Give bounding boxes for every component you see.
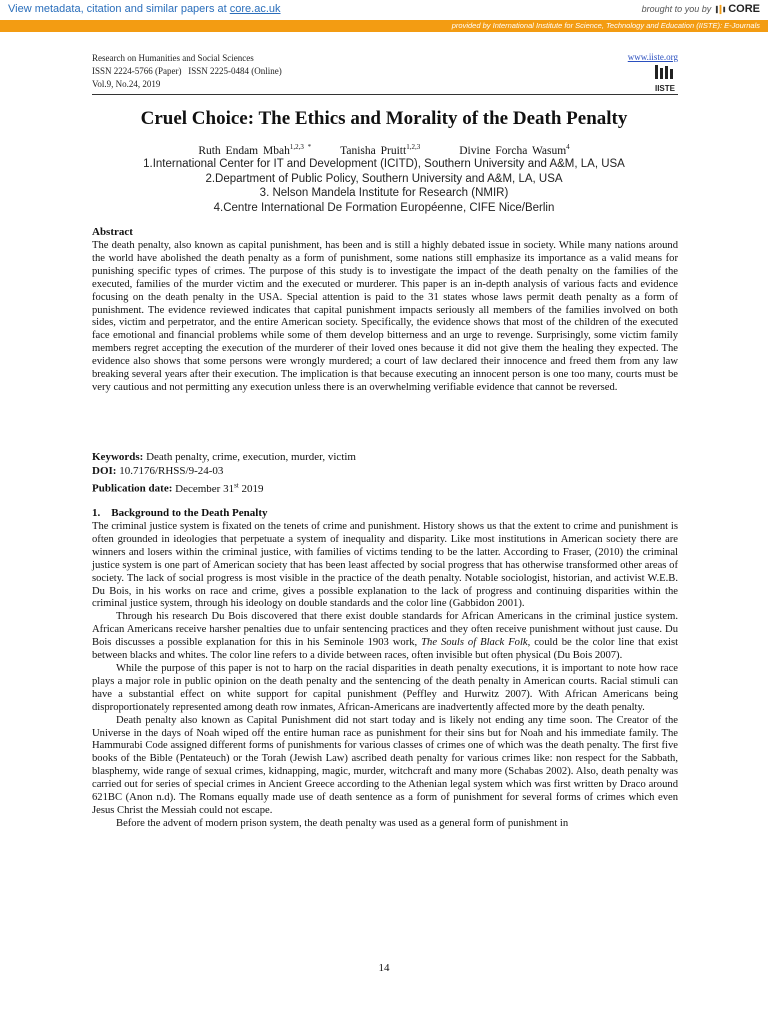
- affiliation-2: 2.Department of Public Policy, Southern University and A&M, LA, USA: [205, 172, 563, 185]
- author-list: [0, 143, 768, 157]
- doi-label: DOI:: [92, 465, 117, 477]
- core-brought-by: [642, 3, 760, 15]
- paragraph-3: While the purpose of this paper is not to harp on the racial disparities in death penalty executions, it is important to note how race plays a major role in public opinion on the death penalty and the sentencing of the death penalty in American courts. Racial stimuli can have a substantial effect on white support for capital punishment (Peffley and Hurwitz 2007). With African Americans being disproportionately represented among death row inmates, African-Americans are inadvertently affected more by the death penalty.: [92, 662, 678, 713]
- abstract-text: The death penalty, also known as capital punishment, has been and is still a highly debated issue in society. While many nations around the world have abolished the death penalty as a form of punishment, some nations still emphasize its importance as a valid means for punishing specific types of crimes. The purpose of this study is to investigate the impact of the death penalty on the families of the executed, families of the murder victim and the executed or murderer. This paper is an in-depth analysis of various facts and evidence focusing on the death penalty in the USA. Special attention is paid to the 31 states whose laws permit death penalty as a form of punishment. The evidence reviewed indicates that capital punishment impacts seriously all members of the families involved on both sides, victim and perpetrator, and the entire American society. Specifically, the evidence shows that most of the children of the executed face emotional and financial problems while some of them develop bitterness and an urge to revenge. Surprisingly, some victim family members regret accepting the execution of the murderer of their loved ones because it did not give them the healing they expected. The evidence also shows that some persons were wrongly murdered; a court of law declared their innocence and freed them from any law breaking several years after their execution. The implication is that because executing an innocent person is one too many, courts must be very cautious and not permitting any execution unless there is an overwhelming verifiable evidence that cannot be reversed.: [92, 240, 678, 393]
- core-logo-icon: [715, 4, 726, 15]
- core-metadata-link[interactable]: [8, 3, 281, 15]
- affiliation-3: 3. Nelson Mandela Institute for Research (NMIR): [259, 187, 509, 199]
- core-banner: [0, 0, 768, 21]
- keywords-label: Keywords:: [92, 451, 144, 463]
- doi-line: [92, 465, 223, 479]
- paragraph-4: Death penalty also known as Capital Punishment did not start today and is likely not ending any time soon. The Creator of the Universe in the days of Noah wiped off the entire human race as punishment for their sins but for Noah and his immediate family. The Hammurabi Code assigned different forms of punishments for various classes of crimes one of which was the death penalty. The first five books of the Bible (Pentateuch) or the Torah (Jewish Law) ascribed death penalty for various crimes like: non respect for the Sabbath, blasphemy, wide range of sexual crimes, kidnapping, magic, murder, witchcraft and many more (Schabas 2002). Also, death penalty was carried out for series of special crimes in Ancient Greece according to the Athenian legal system which was first written by Draco around 621BC (Anon n.d). The Romans equally made use of death sentence as a form of punishment for several forms of crimes which even Jesus Christ the Messiah could not escape.: [92, 714, 678, 816]
- paragraph-5: Before the advent of modern prison system, the death penalty was used as a general form of punishment in: [116, 817, 569, 829]
- provided-by-bar: [0, 20, 768, 32]
- core-link-prefix: View metadata, citation and similar papers at: [8, 3, 227, 15]
- journal-issn: ISSN 2224-5766 (Paper) ISSN 2225-0484 (Online): [92, 66, 282, 76]
- keywords-value: Death penalty, crime, execution, murder, victim: [146, 451, 356, 463]
- section-1-heading: 1. Background to the Death Penalty: [92, 507, 268, 519]
- book-title-italic: The Souls of Black Folk,: [421, 637, 531, 649]
- section-1-body: [92, 521, 678, 831]
- abstract-body: [92, 240, 678, 395]
- header-divider: [92, 94, 678, 95]
- author-3: Divine Forcha Wasum$^4$: [459, 143, 570, 157]
- provided-by-source[interactable]: International Institute for Science, Technology and Education (IISTE): E-Journals: [492, 21, 760, 30]
- journal-header: [92, 52, 282, 91]
- core-logo[interactable]: [715, 3, 760, 15]
- author-2: Tanisha Pruitt$^{1,2,3}$: [340, 143, 421, 157]
- core-logo-label: CORE: [728, 3, 760, 15]
- paper-title: Cruel Choice: The Ethics and Morality of the Death Penalty: [140, 108, 628, 129]
- affiliation-4: 4.Centre International De Formation Européenne, CIFE Nice/Berlin: [213, 201, 555, 214]
- provided-by-text: [452, 21, 760, 30]
- paragraph-2: Through his research Du Bois discovered that there exist double standards for African Americans in the criminal justice system. African Americans receive harsher penalties due to unfair sentencing practices and they often receive punishment without just cause. Du Bois discusses a possible explanation for this in his Seminole 1903 work, The Souls of Black Folk, could be the color line that exist between blacks and whites. The color line refers to a divide between races, often invisible but often physical (Du Bois 2007).: [92, 611, 679, 662]
- page-number: 14: [378, 962, 390, 974]
- affiliation-1: 1.International Center for IT and Development (ICITD), Southern University and A&M, LA, USA: [143, 158, 625, 170]
- iiste-logo-text: IISTE: [654, 84, 676, 93]
- publication-date-line: [92, 479, 264, 496]
- paragraph-1: The criminal justice system is fixated on the tenets of crime and punishment. History shows us that the extent to crime and punishment is often grounded in ideologies that perpetuate a system of inequality and disparity. Like most institutions in American society there are winners and losers within the criminal justice, with families of victims tending to be the latter. According to Fraser, (2010) the criminal justice system is one part of American society that has been least affected by social progress that has otherwise transformed other areas of society. The lack of social progress is most visible in the practice of the death penalty. Notable sociologist, historian, and activist W.E.B. Du Bois, in his works on race and crime, gives a possible explanation to the lack of progress and continuing disparities within the criminal justice system, through his ideology on double standards and the color line (Gabbidon 2001).: [92, 521, 678, 610]
- journal-url-link[interactable]: www.iiste.org: [627, 52, 678, 62]
- abstract-heading: Abstract: [92, 226, 133, 238]
- publication-date-label: Publication date:: [92, 482, 173, 495]
- journal-name: Research on Humanities and Social Sciences: [92, 53, 254, 63]
- journal-volume: Vol.9, No.24, 2019: [92, 79, 161, 89]
- brought-by-text: brought to you by: [641, 4, 712, 14]
- core-link-text[interactable]: core.ac.uk: [229, 3, 281, 15]
- author-1: Ruth Endam Mbah$^{1,2,3 *}$: [198, 143, 312, 157]
- keywords-line: [92, 451, 356, 465]
- provided-by-prefix: provided by: [451, 21, 491, 30]
- doi-value[interactable]: 10.7176/RHSS/9-24-03: [119, 465, 224, 477]
- iiste-logo: [652, 64, 678, 94]
- publication-date-value: December 31st 2019: [175, 481, 264, 495]
